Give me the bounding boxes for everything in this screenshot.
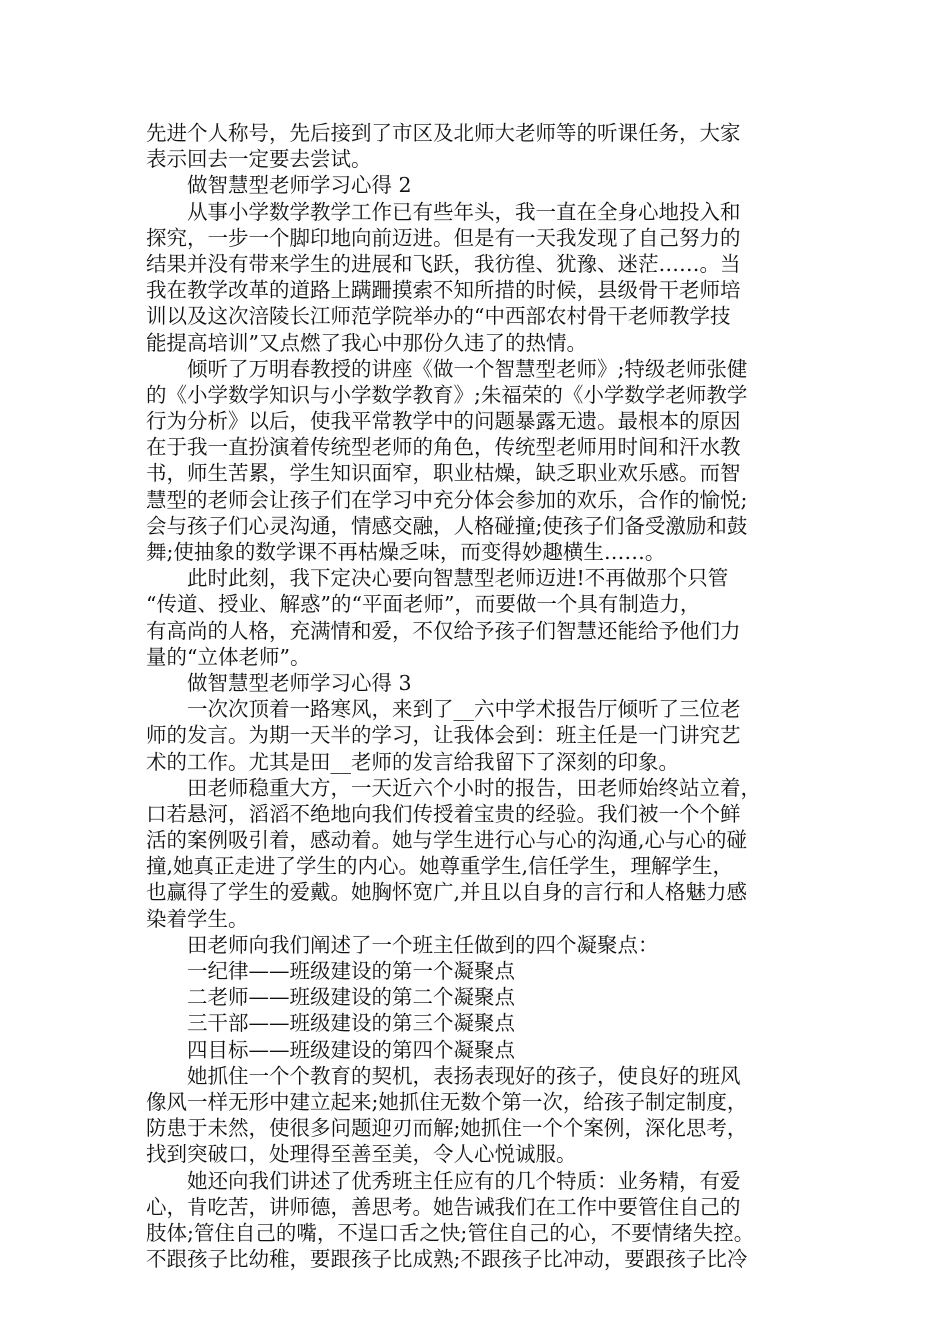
text-line: 她还向我们讲述了优秀班主任应有的几个特质：业务精，有爱: [187, 1168, 741, 1193]
text-line: 口若悬河，滔滔不绝地向我们传授着宝贵的经验。我们被一个个鲜: [146, 801, 741, 826]
text-line: 探究，一步一个脚印地向前迈进。但是有一天我发现了自己努力的: [146, 225, 741, 250]
text-line: 师的发言。为期一天半的学习，让我体会到：班主任是一门讲究艺: [146, 723, 741, 748]
text-line: 一纪律——班级建设的第一个凝聚点: [187, 959, 515, 983]
text-line: 先进个人称号，先后接到了市区及北师大老师等的听课任务，大家: [146, 121, 741, 145]
text-line: 二老师——班级建设的第二个凝聚点: [187, 985, 515, 1010]
text-line: 肢体;管住自己的嘴，不逞口舌之快;管住自己的心，不要情绪失控。: [146, 1220, 755, 1245]
text-line: 防患于未然，使很多问题迎刃而解;她抓住一个个案例，深化思考，: [146, 1116, 748, 1141]
text-line: 能提高培训”又点燃了我心中那份久违了的热情。: [146, 330, 587, 355]
text-line: 表示回去一定要去尝试。: [146, 147, 372, 172]
text-line: 心，肯吃苦，讲师德，善思考。她告诫我们在工作中要管住自己的: [146, 1194, 741, 1219]
text-line: 倾听了万明春教授的讲座《做一个智慧型老师》;特级老师张健: [187, 356, 748, 381]
document-page: [146, 120, 806, 1272]
text-line: 会与孩子们心灵沟通，情感交融，人格碰撞;使孩子们备受激励和鼓: [146, 513, 748, 538]
text-line: 舞;使抽象的数学课不再枯燥乏味，而变得妙趣横生……。: [146, 540, 666, 564]
text-line: 田老师稳重大方，一天近六个小时的报告，田老师始终站立着，: [187, 775, 761, 800]
text-line: 行为分析》以后，使我平常教学中的问题暴露无遗。最根本的原因: [146, 409, 741, 434]
text-line: 活的案例吸引着，感动着。她与学生进行心与心的沟通,心与心的碰: [146, 828, 748, 853]
text-line: 做智慧型老师学习心得 2: [187, 173, 412, 198]
text-line: 撞,她真正走进了学生的内心。她尊重学生,信任学生，理解学生，: [146, 854, 734, 879]
text-line: 在于我一直扮演着传统型老师的角色，传统型老师用时间和汗水教: [146, 435, 741, 460]
text-line: 像风一样无形中建立起来;她抓住无数个第一次，给孩子制定制度，: [146, 1089, 748, 1114]
text-line: 一次次顶着一路寒风，来到了__六中学术报告厅倾听了三位老: [187, 697, 741, 722]
text-line: 找到突破口，处理得至善至美，令人心悦诚服。: [146, 1142, 577, 1167]
text-line: “传道、授业、解惑”的“平面老师”，而要做一个具有制造力，: [146, 592, 701, 617]
text-line: 的《小学数学知识与小学数学教育》;朱福荣的《小学数学老师教学: [146, 382, 748, 407]
text-line: 量的“立体老师”。: [146, 644, 311, 669]
text-line: 慧型的老师会让孩子们在学习中充分体会参加的欢乐，合作的愉悦;: [146, 487, 748, 512]
text-line: 不跟孩子比幼稚，要跟孩子比成熟;不跟孩子比冲动，要跟孩子比冷: [146, 1247, 748, 1272]
text-line: 训以及这次涪陵长江师范学院举办的“中西部农村骨干老师教学技: [146, 304, 731, 329]
text-line: 从事小学数学教学工作已有些年头，我一直在全身心地投入和: [187, 199, 741, 224]
text-line: 术的工作。尤其是田__老师的发言给我留下了深刻的印象。: [146, 749, 679, 774]
text-line: 此时此刻，我下定决心要向智慧型老师迈进!不再做那个只管: [187, 566, 729, 591]
text-line: 她抓住一个个教育的契机，表扬表现好的孩子，使良好的班风: [187, 1063, 741, 1088]
text-line: 结果并没有带来学生的进展和飞跃，我彷徨、犹豫、迷茫……。当: [146, 251, 741, 276]
text-line: 四目标——班级建设的第四个凝聚点: [187, 1037, 515, 1062]
text-line: 染着学生。: [146, 906, 249, 931]
text-line: 我在教学改革的道路上蹒跚摸索不知所措的时候，县级骨干老师培: [146, 278, 741, 303]
text-line: 也赢得了学生的爱戴。她胸怀宽广,并且以自身的言行和人格魅力感: [146, 880, 748, 905]
text-line: 田老师向我们阐述了一个班主任做到的四个凝聚点：: [187, 932, 659, 957]
text-line: 做智慧型老师学习心得 3: [187, 670, 412, 695]
text-line: 书，师生苦累，学生知识面窄，职业枯燥，缺乏职业欢乐感。而智: [146, 461, 741, 486]
text-line: 三干部——班级建设的第三个凝聚点: [187, 1011, 515, 1036]
text-line: 有高尚的人格，充满情和爱，不仅给予孩子们智慧还能给予他们力: [146, 618, 741, 643]
